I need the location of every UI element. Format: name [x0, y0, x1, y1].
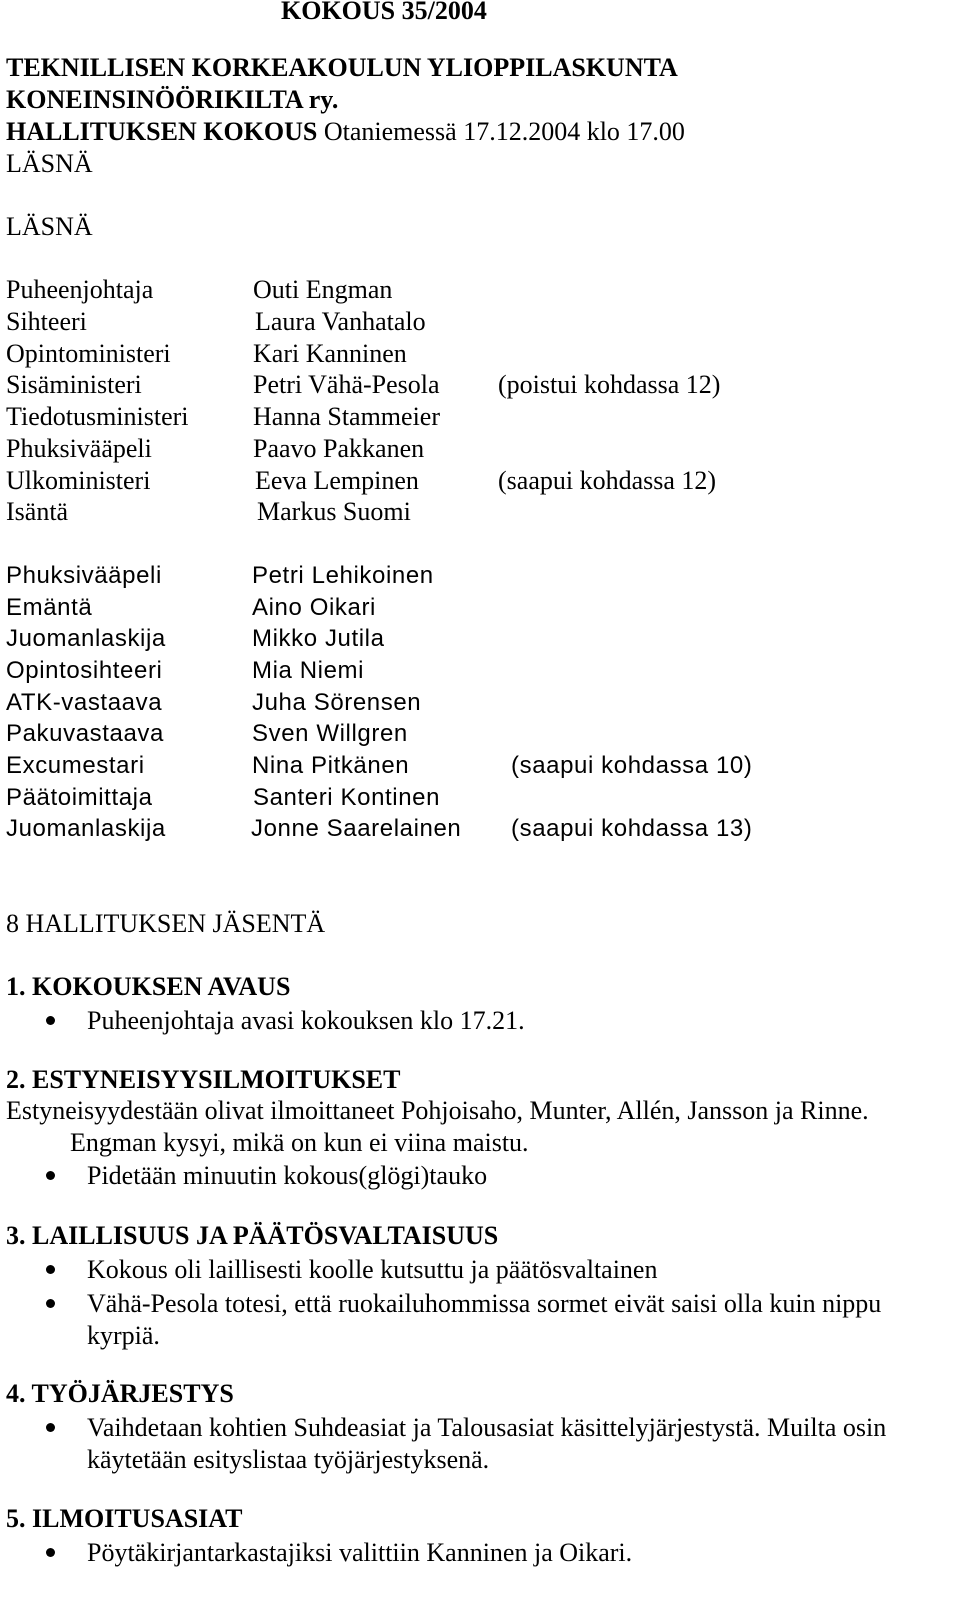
section-3-item-continued: kyrpiä.	[87, 1321, 160, 1350]
attendee-name: Sven Willgren	[252, 720, 408, 747]
attendee-name: Mikko Jutila	[252, 625, 385, 652]
section-5-item: Pöytäkirjantarkastajiksi valittiin Kanninen ja Oikari.	[87, 1538, 633, 1567]
section-title-4: 4. TYÖJÄRJESTYS	[6, 1379, 234, 1408]
member-role: Sihteeri	[6, 307, 87, 336]
attendee-name: Juha Sörensen	[252, 689, 422, 716]
member-name: Petri Vähä-Pesola	[253, 370, 440, 399]
section-1-item: Puheenjohtaja avasi kokouksen klo 17.21.	[87, 1006, 525, 1035]
attendee-note: (saapui kohdassa 13)	[511, 815, 753, 842]
present-heading: LÄSNÄ	[6, 149, 93, 178]
member-name: Kari Kanninen	[253, 339, 407, 368]
attendee-role: Opintosihteeri	[6, 657, 163, 684]
section-4-item-continued: käytetään esityslistaa työjärjestyksenä.	[87, 1445, 490, 1474]
bullet-icon	[46, 1423, 55, 1432]
attendee-role: Juomanlaskija	[6, 815, 166, 842]
member-role: Ulkoministeri	[6, 466, 151, 495]
attendee-name: Aino Oikari	[252, 594, 376, 621]
bullet-icon	[46, 1016, 55, 1025]
attendee-name: Santeri Kontinen	[253, 784, 441, 811]
section-3-item: Kokous oli laillisesti koolle kutsuttu ja päätösvaltainen	[87, 1255, 658, 1284]
attendee-role: Juomanlaskija	[6, 625, 166, 652]
section-title-5: 5. ILMOITUSASIAT	[6, 1504, 243, 1533]
bullet-icon	[46, 1548, 55, 1557]
member-role: Tiedotusministeri	[6, 402, 189, 431]
attendee-name: Jonne Saarelainen	[251, 815, 462, 842]
attendee-note: (saapui kohdassa 10)	[511, 752, 753, 779]
meeting-info	[6, 116, 685, 148]
member-role: Opintoministeri	[6, 339, 171, 368]
attendee-role: Pakuvastaava	[6, 720, 164, 747]
meeting-place-time: Otaniemessä 17.12.2004 klo 17.00	[317, 117, 685, 146]
section-title-1: 1. KOKOUKSEN AVAUS	[6, 972, 291, 1001]
member-name: Laura Vanhatalo	[255, 307, 426, 336]
member-name: Markus Suomi	[257, 497, 411, 526]
guild-name: KONEINSINÖÖRIKILTA ry.	[6, 85, 339, 114]
attendee-name: Mia Niemi	[252, 657, 365, 684]
member-role: Sisäministeri	[6, 370, 142, 399]
section-2-paragraph-indented: Engman kysyi, mikä on kun ei viina maistu.	[70, 1128, 529, 1157]
section-title-2: 2. ESTYNEISYYSILMOITUKSET	[6, 1065, 401, 1094]
attendee-role: Phuksivääpeli	[6, 562, 162, 589]
attendee-role: Emäntä	[6, 594, 93, 621]
member-role: Isäntä	[6, 497, 69, 526]
member-role: Puheenjohtaja	[6, 275, 154, 304]
board-member-count: 8 HALLITUKSEN JÄSENTÄ	[6, 909, 326, 938]
member-name: Paavo Pakkanen	[253, 434, 425, 463]
bullet-icon	[46, 1265, 55, 1274]
member-role: Phuksivääpeli	[6, 434, 152, 463]
attendee-role: Excumestari	[6, 752, 145, 779]
member-note: (saapui kohdassa 12)	[498, 466, 717, 495]
section-title-3: 3. LAILLISUUS JA PÄÄTÖSVALTAISUUS	[6, 1221, 499, 1250]
section-2-paragraph: Estyneisyydestään olivat ilmoittaneet Pohjoisaho, Munter, Allén, Jansson ja Rinne.	[6, 1096, 869, 1125]
member-name: Outi Engman	[253, 275, 393, 304]
member-note: (poistui kohdassa 12)	[498, 370, 721, 399]
section-4-item: Vaihdetaan kohtien Suhdeasiat ja Talousasiat käsittelyjärjestystä. Muilta osin	[87, 1413, 887, 1442]
meeting-label: HALLITUKSEN KOKOUS	[6, 117, 318, 146]
attendee-role: Päätoimittaja	[6, 784, 153, 811]
document-title: KOKOUS 35/2004	[281, 0, 487, 25]
bullet-icon	[46, 1299, 55, 1308]
attendee-role: ATK-vastaava	[6, 689, 163, 716]
organization-name: TEKNILLISEN KORKEAKOULUN YLIOPPILASKUNTA	[6, 53, 678, 82]
bullet-icon	[46, 1171, 55, 1180]
member-name: Hanna Stammeier	[253, 402, 440, 431]
present-heading-2: LÄSNÄ	[6, 212, 93, 241]
member-name: Eeva Lempinen	[255, 466, 419, 495]
section-3-item: Vähä-Pesola totesi, että ruokailuhommissa sormet eivät saisi olla kuin nippu	[87, 1289, 882, 1318]
section-2-item: Pidetään minuutin kokous(glögi)tauko	[87, 1161, 488, 1190]
attendee-name: Petri Lehikoinen	[252, 562, 434, 589]
attendee-name: Nina Pitkänen	[252, 752, 410, 779]
